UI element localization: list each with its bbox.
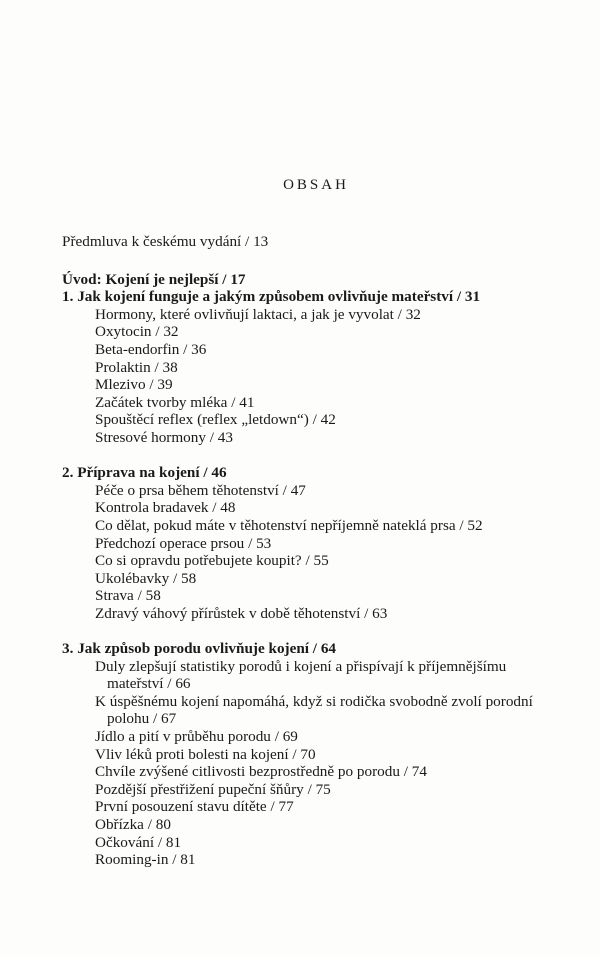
chapter-heading: 3. Jak způsob porodu ovlivňuje kojení / 64 bbox=[62, 640, 337, 658]
toc-entry: Vliv léků proti bolesti na kojení / 70 bbox=[95, 745, 316, 763]
chapter-heading: 1. Jak kojení funguje a jakým způsobem ovlivňuje mateřství / 31 bbox=[62, 288, 481, 306]
toc-entry: Strava / 58 bbox=[95, 587, 161, 605]
toc-entry: Obřízka / 80 bbox=[95, 816, 171, 833]
toc-entry-continuation: polohu / 67 bbox=[107, 710, 177, 728]
chapter-heading: 2. Příprava na kojení / 46 bbox=[62, 464, 227, 482]
table-of-contents bbox=[62, 233, 582, 869]
toc-entry: Spouštěcí reflex (reflex „letdown“) / 42 bbox=[95, 411, 336, 429]
toc-entry: První posouzení stavu dítěte / 77 bbox=[95, 798, 294, 816]
toc-entry: Mlezivo / 39 bbox=[95, 376, 173, 394]
toc-entry: Stresové hormony / 43 bbox=[95, 428, 233, 446]
toc-entry-continuation: mateřství / 66 bbox=[107, 675, 191, 693]
toc-entry: Co dělat, pokud máte v těhotenství nepříjemně nateklá prsa / 52 bbox=[95, 516, 483, 534]
toc-entry: Co si opravdu potřebujete koupit? / 55 bbox=[95, 552, 329, 570]
toc-entry: Rooming-in / 81 bbox=[95, 851, 196, 869]
toc-entry: Hormony, které ovlivňují laktaci, a jak je vyvolat / 32 bbox=[95, 305, 421, 323]
toc-entry: Ukolébavky / 58 bbox=[95, 569, 197, 587]
toc-entry: Zdravý váhový přírůstek v době těhotenství / 63 bbox=[95, 604, 388, 622]
toc-entry-intro: Úvod: Kojení je nejlepší / 17 bbox=[62, 270, 246, 288]
toc-entry: Pozdější přestřižení pupeční šňůry / 75 bbox=[95, 780, 331, 798]
toc-entry: K úspěšnému kojení napomáhá, když si rodička svobodně zvolí porodní bbox=[95, 692, 533, 710]
toc-entry-preface: Předmluva k českému vydání / 13 bbox=[62, 233, 269, 250]
toc-entry: Péče o prsa během těhotenství / 47 bbox=[95, 481, 306, 499]
toc-entry: Kontrola bradavek / 48 bbox=[95, 499, 236, 517]
toc-entry: Jídlo a pití v průběhu porodu / 69 bbox=[95, 728, 298, 746]
toc-entry: Chvíle zvýšené citlivosti bezprostředně po porodu / 74 bbox=[95, 763, 427, 781]
toc-entry: Očkování / 81 bbox=[95, 833, 182, 851]
toc-entry: Začátek tvorby mléka / 41 bbox=[95, 393, 255, 411]
toc-entry: Duly zlepšují statistiky porodů i kojení a přispívají k příjemnějšímu bbox=[95, 657, 507, 675]
toc-entry: Oxytocin / 32 bbox=[95, 323, 179, 341]
page-title: OBSAH bbox=[283, 177, 349, 193]
toc-entry: Předchozí operace prsou / 53 bbox=[95, 534, 272, 552]
toc-entry: Beta-endorfin / 36 bbox=[95, 340, 207, 358]
toc-entry: Prolaktin / 38 bbox=[95, 358, 178, 376]
